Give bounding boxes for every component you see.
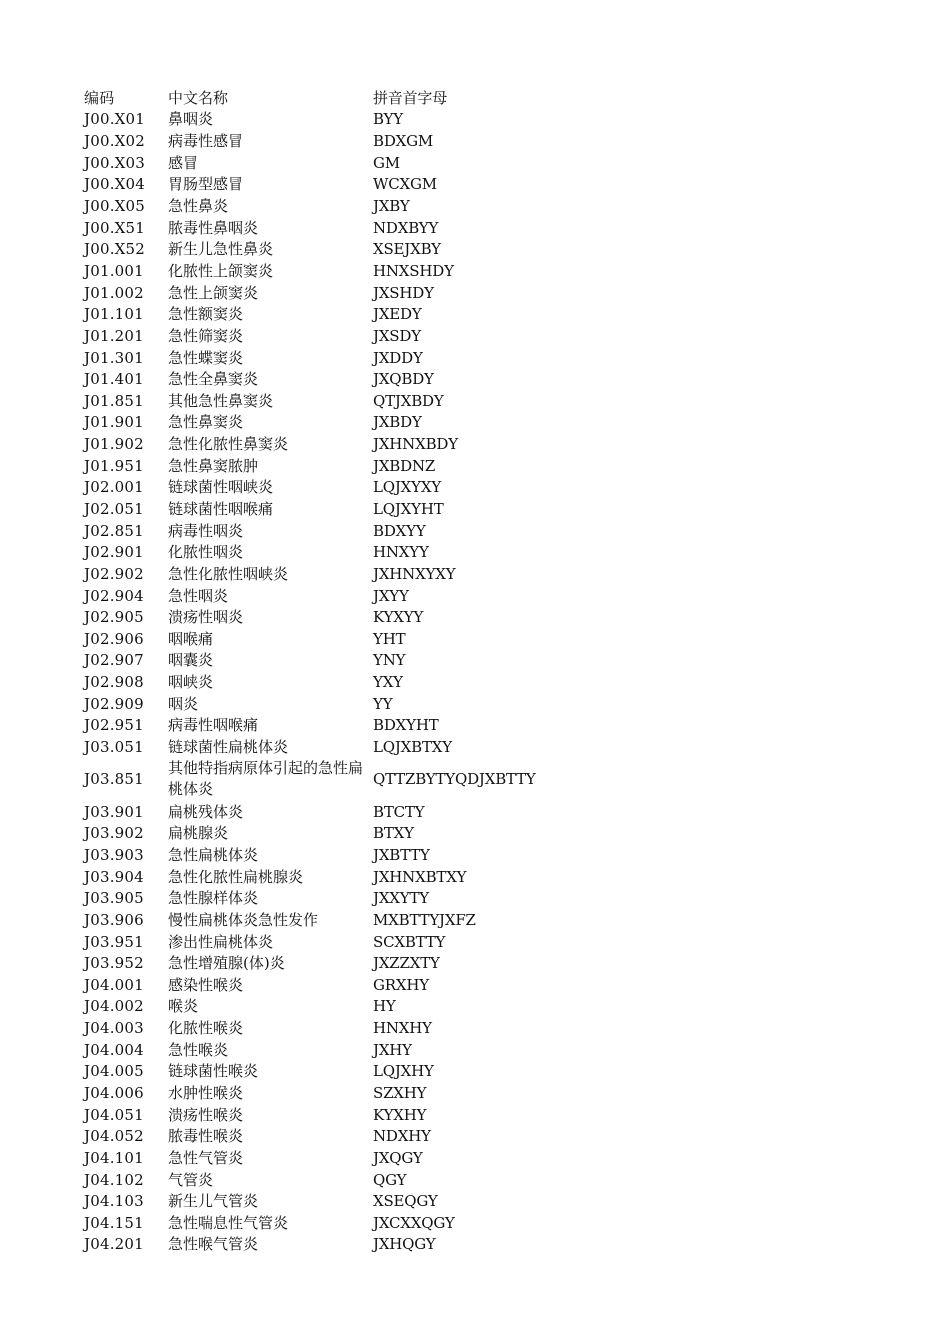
cell-code: J03.851 <box>84 770 144 789</box>
cell-code: J03.952 <box>84 954 144 973</box>
cell-name: 急性全鼻窦炎 <box>168 370 259 389</box>
cell-code: J04.003 <box>84 1019 144 1038</box>
cell-pinyin: LQJXHY <box>373 1062 434 1081</box>
cell-pinyin: LQJXYHT <box>373 499 444 518</box>
cell-name: 咽喉痛 <box>168 629 214 648</box>
cell-pinyin: JXSHDY <box>373 283 434 302</box>
cell-code: J02.909 <box>84 694 144 713</box>
cell-name: 化脓性喉炎 <box>168 1019 244 1038</box>
table-row <box>84 996 603 1018</box>
table-row <box>84 887 603 909</box>
table-row <box>84 282 603 304</box>
cell-pinyin: JXHQGY <box>373 1235 436 1254</box>
cell-pinyin: LQJXYXY <box>373 478 442 497</box>
cell-code: J01.901 <box>84 413 144 432</box>
cell-name: 化脓性上颌窦炎 <box>168 261 274 280</box>
cell-code: J00.X05 <box>84 197 146 216</box>
cell-pinyin: BDXYHT <box>373 716 439 735</box>
cell-pinyin: JXBY <box>373 197 410 216</box>
table-row <box>84 1190 603 1212</box>
cell-name: 脓毒性喉炎 <box>168 1127 244 1146</box>
table-row <box>84 606 603 628</box>
cell-pinyin: GM <box>373 153 400 172</box>
cell-name: 喉炎 <box>168 997 199 1016</box>
cell-code: J02.907 <box>84 651 144 670</box>
cell-pinyin: SZXHY <box>373 1084 427 1102</box>
table-row <box>84 1234 603 1256</box>
cell-pinyin: JXDDY <box>373 348 423 367</box>
cell-code: J04.102 <box>84 1170 144 1189</box>
cell-name: 急性增殖腺(体)炎 <box>168 954 285 973</box>
cell-name: 病毒性感冒 <box>168 132 244 151</box>
cell-code: J04.006 <box>84 1084 144 1102</box>
cell-code: J00.X03 <box>84 153 146 172</box>
cell-name: 新生儿气管炎 <box>168 1192 259 1211</box>
cell-code: J01.101 <box>84 305 144 324</box>
table-row <box>84 736 603 758</box>
cell-name: 其他急性鼻窦炎 <box>168 391 274 410</box>
cell-pinyin: JXEDY <box>373 305 422 324</box>
cell-code: J04.001 <box>84 975 144 994</box>
cell-name: 急性化脓性鼻窦炎 <box>168 435 289 454</box>
cell-code: J01.401 <box>84 370 144 389</box>
table-row <box>84 325 603 347</box>
cell-code: J02.851 <box>84 521 144 540</box>
cell-pinyin: HNXSHDY <box>373 261 454 280</box>
cell-name: 急性筛窦炎 <box>168 326 244 345</box>
cell-pinyin: SCXBTTY <box>373 932 446 951</box>
cell-name: 链球菌性扁桃体炎 <box>168 738 289 757</box>
cell-pinyin: BTXY <box>373 824 414 843</box>
cell-pinyin: JXQBDY <box>373 370 434 389</box>
table-row <box>84 1061 603 1083</box>
header-row <box>84 87 603 109</box>
cell-pinyin: XSEQGY <box>373 1192 438 1211</box>
header-pinyin: 拼音首字母 <box>373 88 448 107</box>
table-row <box>84 1169 603 1191</box>
cell-pinyin: JXHNXYXY <box>373 564 456 583</box>
cell-code: J03.051 <box>84 738 144 757</box>
cell-name: 其他特指病原体引起的急性扁桃体炎 <box>168 759 364 799</box>
table-row <box>84 758 603 801</box>
cell-code: J02.908 <box>84 673 144 692</box>
cell-name: 病毒性咽炎 <box>168 521 244 540</box>
cell-pinyin: JXHNXBTXY <box>373 867 467 886</box>
cell-pinyin: BDXYY <box>373 521 426 540</box>
table-row <box>84 130 603 152</box>
cell-pinyin: JXHNXBDY <box>373 435 458 454</box>
table-row <box>84 109 603 131</box>
table-row <box>84 563 603 585</box>
cell-pinyin: MXBTTYJXFZ <box>373 910 476 929</box>
cell-name: 化脓性咽炎 <box>168 543 244 562</box>
table-row <box>84 844 603 866</box>
diagnosis-code-table <box>84 87 603 1255</box>
cell-code: J03.951 <box>84 932 144 951</box>
cell-code: J00.X02 <box>84 132 146 151</box>
header-name: 中文名称 <box>168 88 229 107</box>
table-row <box>84 650 603 672</box>
cell-code: J03.905 <box>84 889 144 908</box>
cell-name: 链球菌性咽喉痛 <box>168 499 274 518</box>
table-row <box>84 477 603 499</box>
table-row <box>84 390 603 412</box>
cell-pinyin: HY <box>373 997 396 1016</box>
table-row <box>84 866 603 888</box>
cell-code: J04.002 <box>84 997 144 1016</box>
cell-code: J03.906 <box>84 910 144 929</box>
table-row <box>84 823 603 845</box>
cell-name: 急性鼻炎 <box>168 197 229 216</box>
cell-name: 扁桃残体炎 <box>168 802 244 821</box>
table-row <box>84 801 603 823</box>
cell-name: 扁桃腺炎 <box>168 824 229 843</box>
cell-name: 链球菌性喉炎 <box>168 1062 259 1081</box>
cell-code: J03.904 <box>84 867 144 886</box>
cell-pinyin: YNY <box>373 651 406 670</box>
table-row <box>84 195 603 217</box>
cell-name: 渗出性扁桃体炎 <box>168 932 274 951</box>
cell-name: 急性额窦炎 <box>168 305 244 324</box>
cell-code: J01.301 <box>84 348 144 367</box>
cell-code: J00.X52 <box>84 240 146 259</box>
table-row <box>84 1147 603 1169</box>
cell-code: J00.X04 <box>84 175 146 194</box>
table-row <box>84 260 603 282</box>
cell-pinyin: YHT <box>373 629 406 648</box>
cell-code: J00.X51 <box>84 218 146 237</box>
cell-code: J02.051 <box>84 499 144 518</box>
cell-code: J03.901 <box>84 802 144 821</box>
cell-name: 急性鼻窦炎 <box>168 413 244 432</box>
cell-name: 咽峡炎 <box>168 673 214 692</box>
cell-code: J01.201 <box>84 326 144 345</box>
cell-pinyin: QTJXBDY <box>373 391 444 410</box>
table-row <box>84 1212 603 1234</box>
cell-pinyin: JXHY <box>373 1040 412 1059</box>
cell-code: J04.052 <box>84 1127 144 1146</box>
table-row <box>84 152 603 174</box>
cell-code: J04.005 <box>84 1062 144 1081</box>
cell-name: 感染性喉炎 <box>168 975 244 994</box>
table-row <box>84 1082 603 1104</box>
cell-pinyin: HNXHY <box>373 1019 432 1038</box>
cell-code: J01.851 <box>84 391 144 410</box>
cell-pinyin: JXBDY <box>373 413 422 432</box>
table-row <box>84 1104 603 1126</box>
table-row <box>84 303 603 325</box>
cell-name: 溃疡性咽炎 <box>168 608 244 627</box>
table-row <box>84 585 603 607</box>
table-row <box>84 520 603 542</box>
table-body <box>84 109 603 1256</box>
cell-name: 咽囊炎 <box>168 651 214 670</box>
cell-pinyin: JXBDNZ <box>373 456 436 475</box>
table-row <box>84 368 603 390</box>
table-row <box>84 433 603 455</box>
cell-name: 急性喉气管炎 <box>168 1235 259 1254</box>
cell-pinyin: HNXYY <box>373 543 429 562</box>
cell-name: 胃肠型感冒 <box>168 175 244 194</box>
cell-name: 急性扁桃体炎 <box>168 845 259 864</box>
cell-name: 鼻咽炎 <box>168 110 214 129</box>
cell-code: J04.101 <box>84 1148 144 1167</box>
cell-code: J02.902 <box>84 564 144 583</box>
table-row <box>84 174 603 196</box>
cell-pinyin: YY <box>373 694 393 713</box>
table-row <box>84 693 603 715</box>
cell-code: J02.951 <box>84 716 144 735</box>
cell-pinyin: GRXHY <box>373 975 429 994</box>
table-row <box>84 974 603 996</box>
cell-name: 气管炎 <box>168 1170 214 1189</box>
code-table-sheet <box>84 87 604 1255</box>
cell-pinyin: BYY <box>373 110 403 129</box>
cell-pinyin: KYXHY <box>373 1105 427 1124</box>
cell-pinyin: YXY <box>373 673 403 692</box>
cell-name: 急性喘息性气管炎 <box>168 1213 289 1232</box>
cell-code: J02.901 <box>84 543 144 562</box>
table-row <box>84 541 603 563</box>
cell-name: 急性蝶窦炎 <box>168 348 244 367</box>
cell-name: 脓毒性鼻咽炎 <box>168 218 259 237</box>
cell-name: 急性喉炎 <box>168 1040 229 1059</box>
table-row <box>84 347 603 369</box>
cell-code: J01.002 <box>84 283 144 302</box>
cell-code: J01.001 <box>84 261 144 280</box>
table-row <box>84 909 603 931</box>
cell-pinyin: LQJXBTXY <box>373 738 452 757</box>
cell-code: J02.904 <box>84 586 144 605</box>
cell-code: J03.903 <box>84 845 144 864</box>
table-row <box>84 455 603 477</box>
cell-pinyin: JXXYTY <box>373 889 429 908</box>
cell-name: 新生儿急性鼻炎 <box>168 240 274 259</box>
table-row <box>84 217 603 239</box>
cell-name: 急性化脓性扁桃腺炎 <box>168 867 304 886</box>
cell-pinyin: XSEJXBY <box>373 240 441 259</box>
cell-code: J02.905 <box>84 608 144 627</box>
table-row <box>84 498 603 520</box>
cell-pinyin: NDXHY <box>373 1127 431 1146</box>
cell-code: J01.951 <box>84 456 144 475</box>
cell-pinyin: QTTZBYTYQDJXBTTY <box>373 770 536 789</box>
cell-name: 急性上颌窦炎 <box>168 283 259 302</box>
cell-pinyin: JXSDY <box>373 326 421 345</box>
table-row <box>84 238 603 260</box>
cell-pinyin: JXQGY <box>373 1148 423 1167</box>
cell-name: 急性化脓性咽峡炎 <box>168 564 289 583</box>
table-row <box>84 1039 603 1061</box>
cell-code: J02.906 <box>84 629 144 648</box>
cell-pinyin: QGY <box>373 1170 407 1189</box>
cell-code: J04.201 <box>84 1235 144 1254</box>
cell-code: J04.151 <box>84 1213 144 1232</box>
cell-pinyin: JXCXXQGY <box>373 1213 455 1232</box>
cell-pinyin: JXYY <box>373 586 409 605</box>
cell-name: 急性气管炎 <box>168 1148 244 1167</box>
cell-pinyin: WCXGM <box>373 175 437 194</box>
cell-code: J01.902 <box>84 435 144 454</box>
cell-pinyin: NDXBYY <box>373 218 439 237</box>
header-code: 编码 <box>84 88 115 107</box>
cell-name: 病毒性咽喉痛 <box>168 716 259 735</box>
cell-code: J04.103 <box>84 1192 144 1211</box>
table-row <box>84 412 603 434</box>
cell-name: 水肿性喉炎 <box>168 1084 244 1102</box>
cell-name: 链球菌性咽峡炎 <box>168 478 274 497</box>
table-header <box>84 87 603 109</box>
cell-name: 咽炎 <box>168 694 199 713</box>
cell-code: J03.902 <box>84 824 144 843</box>
cell-name: 急性腺样体炎 <box>168 889 259 908</box>
table-row <box>84 1125 603 1147</box>
table-row <box>84 952 603 974</box>
table-row <box>84 931 603 953</box>
cell-code: J00.X01 <box>84 110 146 129</box>
cell-pinyin: BDXGM <box>373 132 434 151</box>
cell-name: 急性鼻窦脓肿 <box>168 456 259 475</box>
cell-code: J04.004 <box>84 1040 144 1059</box>
table-row <box>84 671 603 693</box>
cell-name: 慢性扁桃体炎急性发作 <box>168 910 319 929</box>
cell-pinyin: KYXYY <box>373 608 424 627</box>
cell-pinyin: BTCTY <box>373 802 425 821</box>
table-row <box>84 715 603 737</box>
cell-code: J04.051 <box>84 1105 144 1124</box>
cell-name: 溃疡性喉炎 <box>168 1105 244 1124</box>
cell-name: 急性咽炎 <box>168 586 229 605</box>
table-row <box>84 628 603 650</box>
table-row <box>84 1017 603 1039</box>
cell-name: 感冒 <box>168 153 199 172</box>
cell-pinyin: JXZZXTY <box>373 954 440 973</box>
cell-pinyin: JXBTTY <box>373 845 430 864</box>
cell-code: J02.001 <box>84 478 144 497</box>
